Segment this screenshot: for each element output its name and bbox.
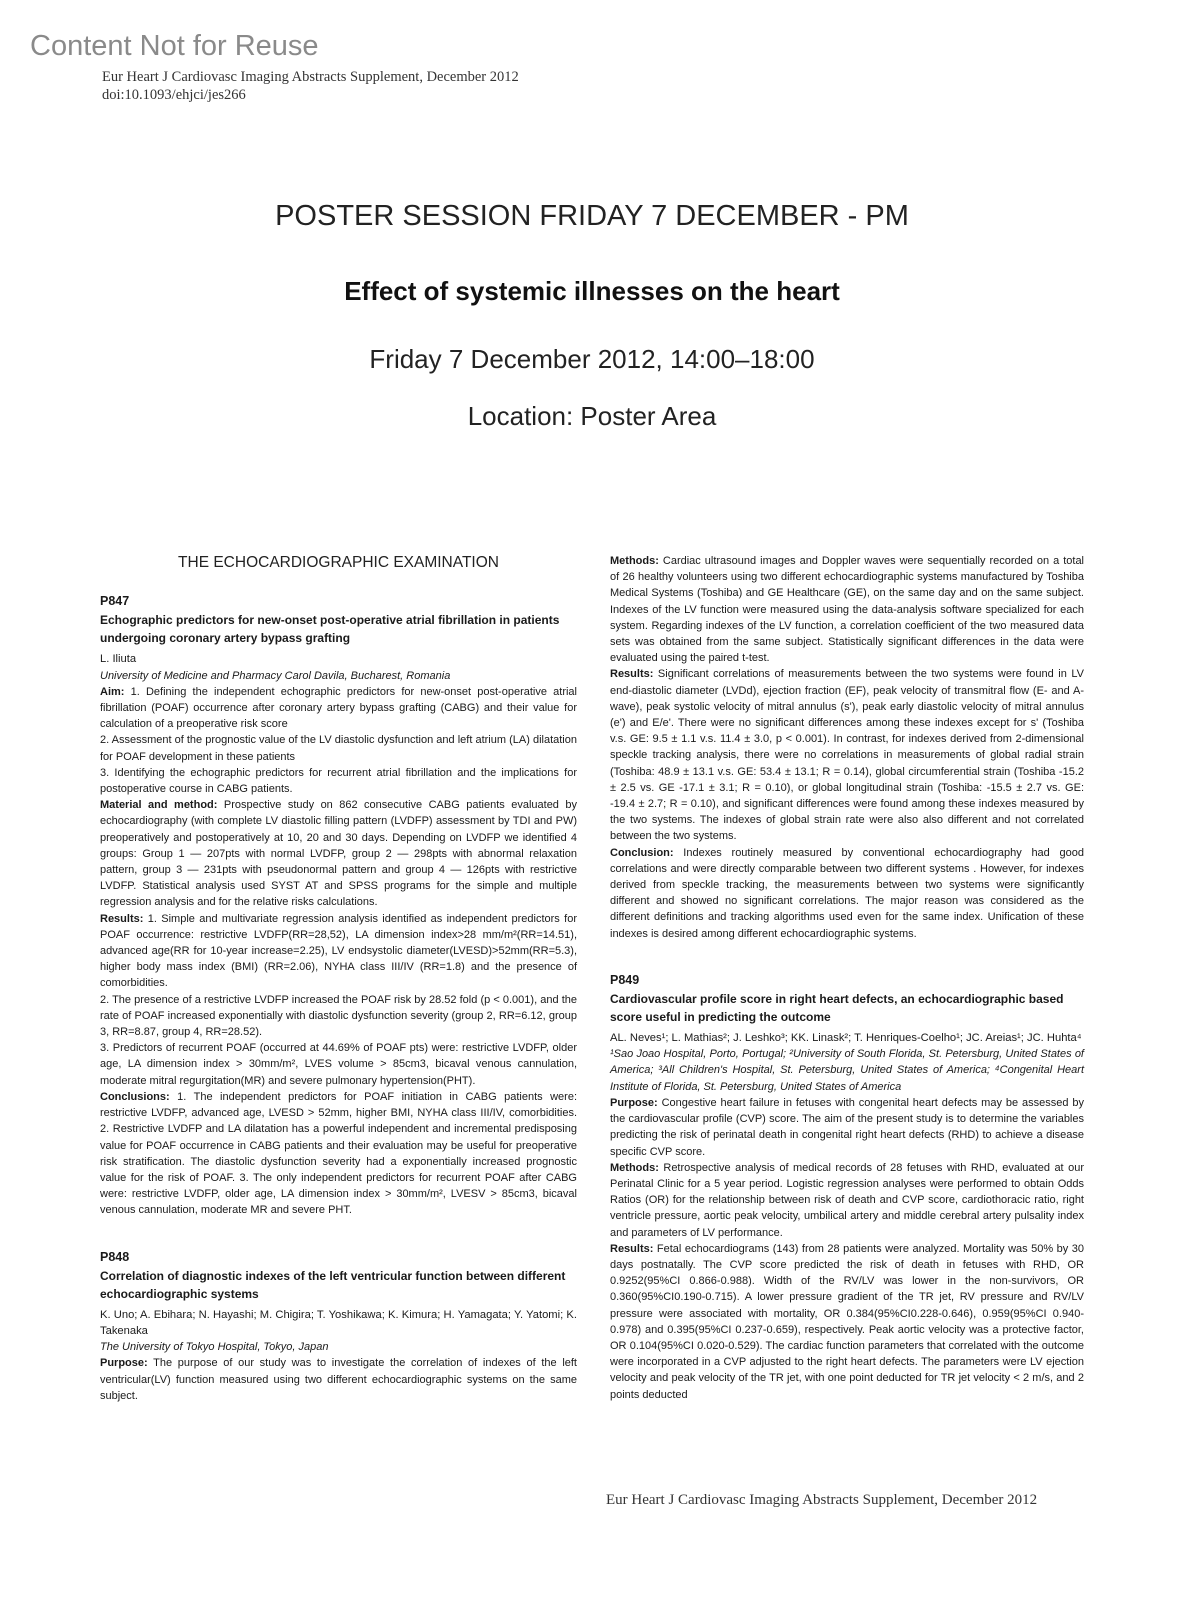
abstract-id: P847 — [100, 594, 130, 609]
purpose-paragraph — [610, 1095, 1084, 1160]
purpose-text: The purpose of our study was to investigate the correlation of indexes of the left ventricular(LV) function measured using two different echocardiographic systems on the same subject. — [100, 1357, 577, 1402]
methods-text: Retrospective analysis of medical records of 28 fetuses with RHD, evaluated at our Perinatal Clinic for a 5 year period. Logistic regression analyses were performed to obtain Odds Ratios (OR) for the relationship between risk of death and CVP score, cardiothoracic ratio, right ventricle pressure, aortic peak velocity, umbilical artery and middle cerebral artery pulsality index and parameters of LV performance. — [610, 1161, 1084, 1239]
results-text-3: 3. Predictors of recurrent POAF (occurred at 44.69% of POAF pts) were: restrictive LVDFP, older age, LA dimension index > 30mm/m², LVES volume > 85cm3, bicaval venous cannulation, moderate mitral regurgitation(MR) and severe pulmonary hypertension(PHT). — [100, 1042, 577, 1087]
session-datetime: Friday 7 December 2012, 14:00–18:00 — [369, 344, 815, 374]
abstract-id: P848 — [100, 1249, 130, 1264]
page-footer: Eur Heart J Cardiovasc Imaging Abstracts Supplement, December 2012 — [606, 1492, 1038, 1508]
abstract-p849 — [610, 972, 1084, 1403]
abstract-p847 — [100, 593, 577, 1218]
methods-paragraph — [610, 553, 1084, 666]
results-paragraph — [100, 911, 577, 992]
abstract-title: Cardiovascular profile score in right heart defects, an echocardiographic based score useful in predicting the outcome — [610, 992, 1064, 1025]
left-column — [100, 553, 577, 1404]
results-paragraph — [610, 666, 1084, 844]
conclusion-paragraph — [610, 845, 1084, 942]
results-text-2: 2. The presence of a restrictive LVDFP increased the POAF risk by 28.52 fold (p < 0.001), and the rate of POAF increased exponentially with diastolic dysfunction severity (group 2, RR=6.12, group 3, RR=8.87, group 4, RR=28.52). — [100, 993, 577, 1039]
aim-paragraph — [100, 684, 577, 733]
aim-text-3: 3. Identifying the echographic predictors for recurrent atrial fibrillation and the implications for postoperative course in CABG patients. — [100, 766, 577, 796]
abstract-p848 — [100, 1249, 577, 1404]
aim-text-1: 1. Defining the independent echographic predictors for new-onset post-operative atrial fibrillation (POAF) occurrence after coronary artery bypass grafting (CABG) and their value for calculation of a preoperative risk score — [100, 685, 577, 731]
conclusions-label: Conclusions: — [100, 1090, 170, 1103]
doi: doi:10.1093/ehjci/jes266 — [102, 87, 246, 103]
abstract-title: Echographic predictors for new-onset post-operative atrial fibrillation in patients undergoing coronary artery bypass grafting — [100, 613, 560, 646]
methods-paragraph — [100, 797, 577, 910]
conclusion-label: Conclusion: — [610, 846, 674, 859]
methods-text: Prospective study on 862 consecutive CABG patients evaluated by echocardiography (with complete LV diastolic filling pattern (LVDFP) assessment by TDI and PW) preoperatively and postoperatively at 10, 20 and 30 days. Depending on LVDFP we identified 4 groups: Group 1 — 207pts with normal LVDFP, group 2 — 298pts with abnormal relaxation pattern, group 3 — 231pts with pseudonormal pattern and group 4 — 126pts with restrictive LVDFP. Statistical analysis used SYST AT and SPSS programs for the simple and multiple regression analysis and for the relative risks calculations. — [100, 799, 577, 909]
section-heading: THE ECHOCARDIOGRAPHIC EXAMINATION — [178, 554, 499, 571]
methods-label: Methods: — [610, 1161, 659, 1174]
abstract-title: Correlation of diagnostic indexes of the left ventricular function between different echocardiographic systems — [100, 1268, 566, 1301]
conclusion-text: Indexes routinely measured by conventional echocardiography had good correlations and were directly comparable between two different systems . However, for indexes derived from speckle tracking, the measurements between two systems were significantly different and showed no significant correlations. The major reason was considered as the different definitions and tracking algorithms used even for the same index. Unification of these indexes is desired among different echocardiographic systems. — [610, 846, 1084, 940]
results-label: Results: — [610, 668, 654, 681]
results-text: Significant correlations of measurements between the two systems were found in LV end-diastolic diameter (LVDd), ejection fraction (EF), peak velocity of transmitral flow (E- and A-wave), peak systolic velocity of mitral annulus (s'), peak early diastolic velocity of mitral annulus (e') and E/e'. There were no significant differences among these indexes except for s' (Toshiba v.s. GE: 9.5 ± 1.1 v.s. 11.4 ± 3.0, p < 0.001). In contrast, for indexes derived from 2-dimensional speckle tracking analysis, there were no correlations in measurements of global radial strain (Toshiba: 48.9 ± 13.1 v.s. GE: 53.4 ± 13.1; R = 0.14), global circumferential strain (Toshiba -15.2 ± 2.5 vs. GE -17.1 ± 3.1; R = 0.10), or global longitudinal strain (Toshiba: -15.5 ± 2.7 vs. GE: -19.4 ± 2.7; R = 0.10), and significant differences were found among these indexes measured by the two systems. The indexes of global strain rate were also also different and not correlated between the two systems. — [610, 668, 1084, 843]
methods-paragraph — [610, 1160, 1084, 1241]
topic-title: Effect of systemic illnesses on the heart — [344, 276, 840, 306]
abstract-authors: AL. Neves¹; L. Mathias²; J. Leshko³; KK. Linask²; T. Henriques-Coelho¹; JC. Areias¹; JC. Huhta⁴ — [610, 1032, 1082, 1045]
aim-label: Aim: — [100, 685, 125, 698]
right-column — [610, 553, 1084, 1403]
methods-label: Methods: — [610, 555, 659, 567]
purpose-label: Purpose: — [610, 1096, 658, 1109]
purpose-text: Congestive heart failure in fetuses with congenital heart defects may be assessed by the cardiovascular profile (CVP) score. The aim of the present study is to determine the variables predicting the risk of perinatal death in congenital right heart defects (RHD) to achieve a disease specific CVP score. — [610, 1096, 1084, 1158]
watermark: Content Not for Reuse — [30, 30, 319, 62]
abstract-authors: L. Iliuta — [100, 653, 137, 666]
journal-citation: Eur Heart J Cardiovasc Imaging Abstracts Supplement, December 2012 — [102, 69, 519, 85]
purpose-label: Purpose: — [100, 1357, 148, 1370]
results-label: Results: — [610, 1242, 654, 1255]
abstract-affiliation: University of Medicine and Pharmacy Carol Davila, Bucharest, Romania — [100, 669, 451, 682]
results-label: Results: — [100, 912, 144, 925]
results-text: Fetal echocardiograms (143) from 28 patients were analyzed. Mortality was 50% by 30 days postnatally. The CVP score predicted the risk of death in fetuses with RHD, OR 0.9252(95%CI 0.866-0.988). Width of the RV/LV was lower in the non-survivors, OR 0.360(95%CI0.190-0.715). A lower pressure gradient of the TR jet, RV pressure and RV/LV pressure were associated with mortality, OR 0.384(95%CI0.228-0.646), 0.959(95%CI 0.940-0.978) and 0.395(95%CI 0.237-0.659), respectively. Peak aortic velocity was a protective factor, OR 0.104(95%CI 0.020-0.529). The cardiac function parameters that correlated with the outcome were incorporated in a CVP adjusted to the right heart defects. The parameters were LV ejection velocity and peak velocity of the TR jet, with one point deducted for TR jet velocity < 2 m/s, and 2 points deducted — [610, 1242, 1084, 1401]
spacer — [610, 942, 1084, 972]
abstract-p848-continued — [610, 553, 1084, 942]
results-text-1: 1. Simple and multivariate regression analysis identified as independent predictors for POAF occurrence: restrictive LVDFP(RR=28,52), LA dimension index>28 mm/m²(RR=14.51), advanced age(RR for 10-year increase=2.25), LV endsystolic diameter(LVESD)>52mm(RR=5.3), higher body mass index (BMI) (RR=2.06), NYHA class III/IV (RR=1.8) and the presence of comorbidities. — [100, 912, 577, 990]
methods-text: Cardiac ultrasound images and Doppler waves were sequentially recorded on a total of 26 healthy volunteers using two different echocardiographic systems manufactured by Toshiba Medical Systems (Toshiba) and GE Healthcare (GE), on the same day and on the same subject. Indexes of the LV function were measured using the data-analysis software specialized for each system. Regarding indexes of the LV function, a correlation coefficient of the two measured data sets was obtained from the same subject. Statistically significant differences in the data were evaluated using the paired t-test. — [610, 555, 1085, 665]
session-location: Location: Poster Area — [467, 401, 717, 431]
session-title: POSTER SESSION FRIDAY 7 DECEMBER - PM — [275, 200, 909, 232]
results-paragraph — [610, 1241, 1084, 1403]
conclusions-paragraph — [100, 1089, 577, 1219]
journal-header — [102, 68, 519, 104]
spacer — [100, 1219, 577, 1249]
conclusions-text: 1. The independent predictors for POAF initiation in CABG patients were: restrictive LVDFP, advanced age, LVESD > 52mm, higher BMI, NYHA class III/IV, comorbidities. 2. Restrictive LVDFP and LA dilatation has a powerful independent and incremental predisposing value for POAF occurrence in CABG patients and their evaluation may be useful for preoperative risk stratification. The diastolic dysfunction severity had a exponentially increased prognostic value for the risk of POAF. 3. The only independent predictors for recurrent POAF after CABG were: restrictive LVDFP, older age, LA dimension index > 30mm/m², LVESV > 85cm3, bicaval venous cannulation, moderate MR and severe PHT. — [100, 1090, 577, 1217]
abstract-authors: K. Uno; A. Ebihara; N. Hayashi; M. Chigira; T. Yoshikawa; K. Kimura; H. Yamagata; Y. Yatomi; K. Takenaka — [100, 1308, 577, 1337]
methods-label: Material and method: — [100, 799, 218, 812]
abstract-affiliation: The University of Tokyo Hospital, Tokyo, Japan — [100, 1341, 329, 1354]
abstract-id: P849 — [610, 972, 640, 987]
abstract-affiliation: ¹Sao Joao Hospital, Porto, Portugal; ²University of South Florida, St. Petersburg, United States of America; ³All Children's Hospital, St. Petersburg, United States of America; ⁴Congenital Heart Institute of Florida, St. Petersburg, United States of America — [610, 1048, 1084, 1093]
aim-text-2: 2. Assessment of the prognostic value of the LV diastolic dysfunction and left atrium (LA) dilatation for POAF development in these patients — [100, 734, 577, 763]
purpose-paragraph — [100, 1355, 577, 1404]
